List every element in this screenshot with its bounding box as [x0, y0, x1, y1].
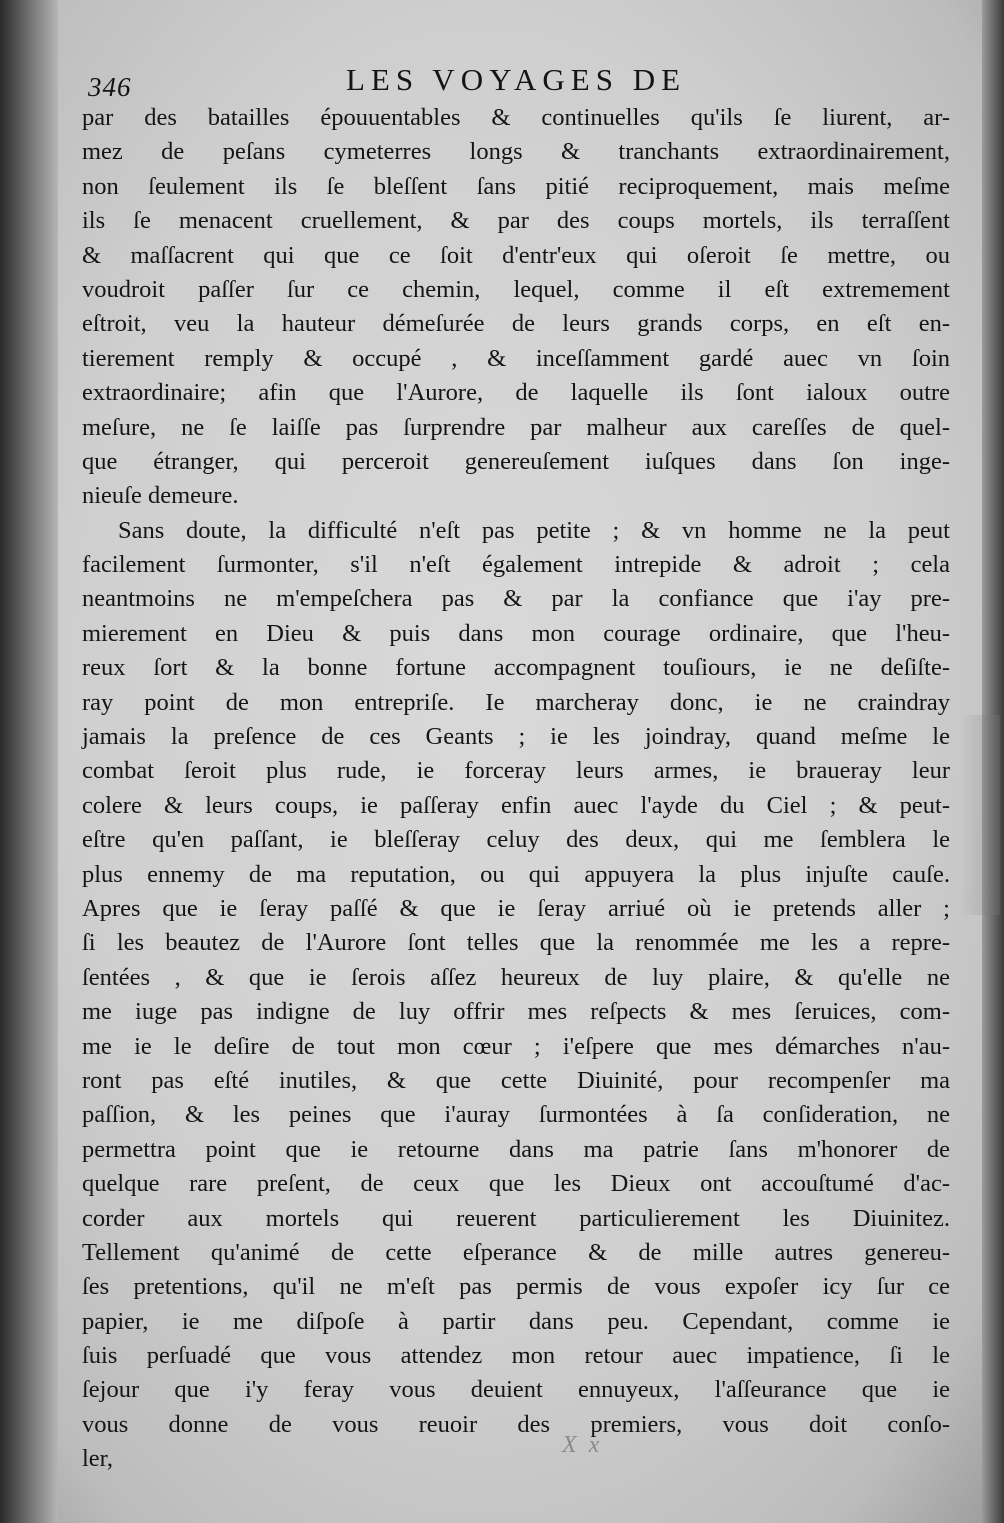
- text-line: & maſſacrent qui que ce ſoit d'entr'eux qui oſeroit ſe mettre, ou: [82, 241, 950, 269]
- text-line: permettra point que ie retourne dans ma patrie ſans m'honorer de: [82, 1135, 950, 1163]
- text-line: voudroit paſſer ſur ce chemin, lequel, comme il eſt extremement: [82, 275, 950, 303]
- text-line: nieuſe demeure.: [82, 482, 239, 510]
- binding-shadow: [0, 0, 58, 1523]
- text-line: me iuge pas indigne de luy offrir mes reſpects & mes ſeruices, com-: [82, 998, 950, 1026]
- text-line: ſuis perſuadé que vous attendez mon retour auec impatience, ſi le: [82, 1342, 950, 1370]
- text-line: ils ſe menacent cruellement, & par des coups mortels, ils terraſſent: [82, 207, 950, 235]
- text-line: vous donne de vous reuoir des premiers, vous doit conſo-: [82, 1410, 950, 1438]
- text-line: eſtroit, veu la hauteur démeſurée de leurs grands corps, en eſt en-: [82, 310, 950, 338]
- text-line: ſi les beautez de l'Aurore ſont telles que la renommée me les a repre-: [82, 929, 950, 957]
- text-line: ray point de mon entrepriſe. Ie marcheray donc, ie ne craindray: [82, 688, 950, 716]
- text-line: me ie le deſire de tout mon cœur ; i'eſpere que mes démarches n'au-: [82, 1032, 950, 1060]
- text-line: par des batailles épouuentables & continuelles qu'ils ſe liurent, ar-: [82, 104, 950, 131]
- text-line: ſejour que i'y feray vous deuient ennuyeux, l'aſſeurance que ie: [82, 1376, 950, 1404]
- text-line: jamais la preſence de ces Geants ; ie les joindray, quand meſme le: [82, 723, 950, 751]
- text-line: ſentées , & que ie ſerois aſſez heureux de luy plaire, & qu'elle ne: [82, 963, 950, 991]
- text-line: non ſeulement ils ſe bleſſent ſans pitié reciproquement, mais meſme: [82, 172, 950, 200]
- text-line: meſure, ne ſe laiſſe pas ſurprendre par malheur aux careſſes de quel-: [82, 413, 950, 441]
- text-line: facilement ſurmonter, s'il n'eſt également intrepide & adroit ; cela: [82, 551, 950, 579]
- text-line: mierement en Dieu & puis dans mon courage ordinaire, que l'heu-: [82, 619, 950, 647]
- text-line: reux ſort & la bonne fortune accompagnent touſiours, ie ne deſiſte-: [82, 654, 950, 682]
- text-line: ront pas eſté inutiles, & que cette Diuinité, pour recompenſer ma: [82, 1066, 950, 1094]
- text-line: Tellement qu'animé de cette eſperance & de mille autres genereu-: [82, 1238, 950, 1266]
- text-line: Sans doute, la difficulté n'eſt pas petite ; & vn homme ne la peut: [118, 516, 950, 544]
- text-line: neantmoins ne m'empeſchera pas & par la confiance que i'ay pre-: [82, 585, 950, 613]
- text-line: mez de peſans cymeterres longs & tranchants extraordinairement,: [82, 138, 950, 166]
- text-line: plus ennemy de ma reputation, ou qui appuyera la plus injuſte cauſe.: [82, 860, 950, 888]
- page-number: 346: [88, 72, 132, 102]
- text-line: paſſion, & les peines que i'auray ſurmontées à ſa conſideration, ne: [82, 1101, 950, 1129]
- paragraph-2: [82, 514, 950, 1477]
- text-line: corder aux mortels qui reuerent particulierement les Diuinitez.: [82, 1204, 950, 1232]
- text-line: eſtre qu'en paſſant, ie bleſſeray celuy des deux, qui me ſemblera le: [82, 826, 950, 854]
- running-head: LES VOYAGES DE: [346, 62, 687, 97]
- text-line: extraordinaire; afin que l'Aurore, de laquelle ils ſont ialoux outre: [82, 379, 950, 407]
- text-line: que étranger, qui perceroit genereuſement iuſques dans ſon inge-: [82, 447, 950, 475]
- text-line: colere & leurs coups, ie paſſeray enfin auec l'ayde du Ciel ; & peut-: [82, 791, 950, 819]
- text-line: ſes pretentions, qu'il ne m'eſt pas permis de vous expoſer icy ſur ce: [82, 1273, 950, 1301]
- page-header: [88, 62, 948, 102]
- text-line: quelque rare preſent, de ceux que les Dieux ont accouſtumé d'ac-: [82, 1170, 950, 1198]
- body-text: [82, 101, 950, 1477]
- paragraph-1: [82, 101, 950, 514]
- text-line: tierement remply & occupé , & inceſſamment gardé auec vn ſoin: [82, 344, 950, 372]
- text-line: combat ſeroit plus rude, ie forceray leurs armes, ie braueray leur: [82, 757, 950, 785]
- text-line: papier, ie me diſpoſe à partir dans peu. Cependant, comme ie: [82, 1307, 950, 1335]
- bleed-through-shadow: [960, 715, 1000, 915]
- signature-mark: X x: [562, 1432, 603, 1458]
- text-line: ler,: [82, 1445, 113, 1473]
- text-line: Apres que ie ſeray paſſé & que ie ſeray arriué où ie pretends aller ;: [82, 894, 950, 922]
